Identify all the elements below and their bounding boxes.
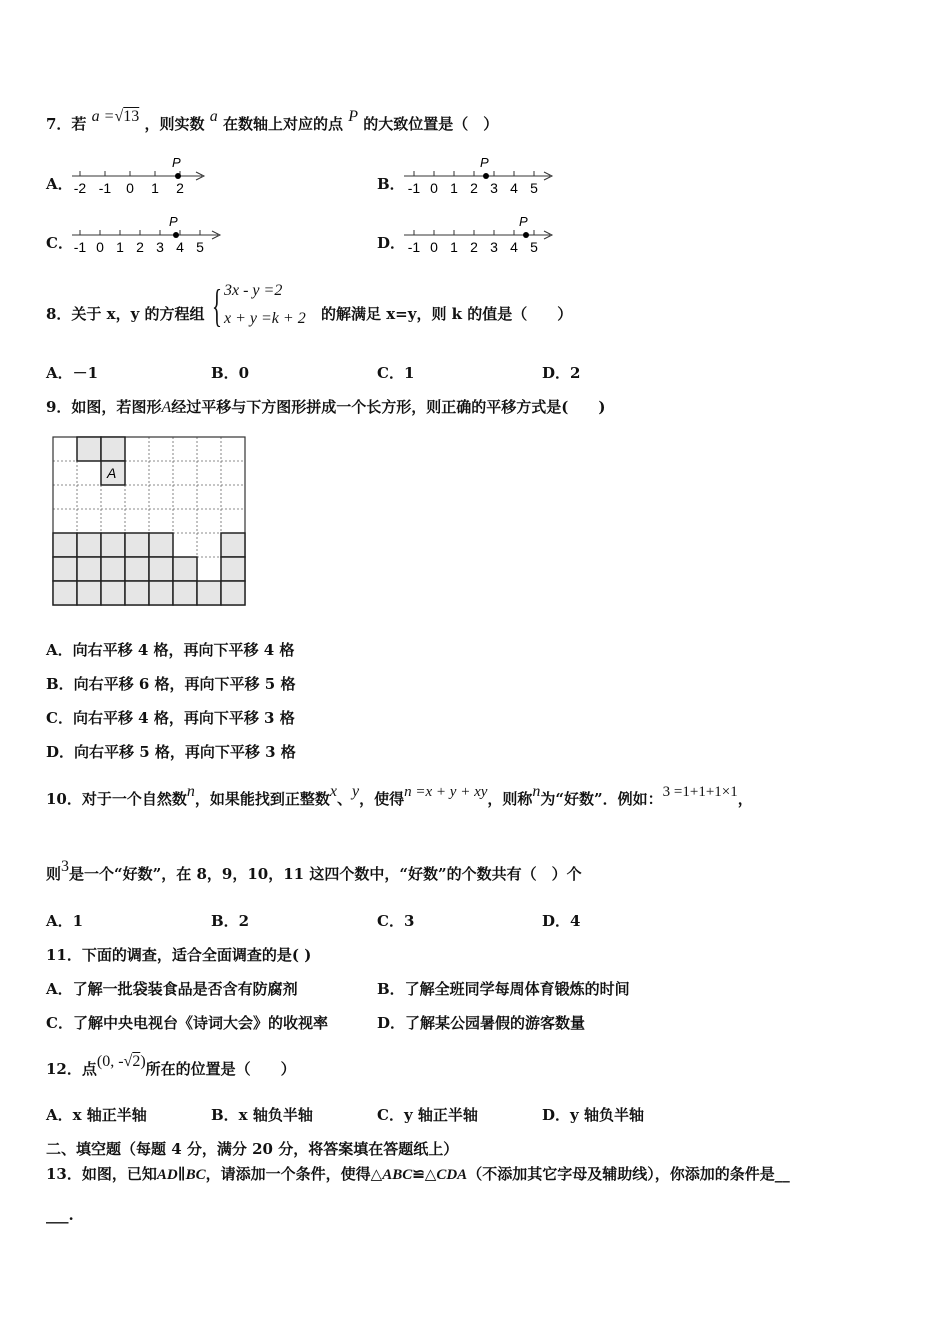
equation-brace-icon: { [212, 280, 222, 331]
point-p-marker [483, 173, 489, 179]
tick-label: 0 [430, 180, 438, 196]
q7-option-a-label: A． [46, 175, 73, 193]
q7-number-line-a [70, 154, 220, 200]
point-p-marker [175, 173, 181, 179]
point-p-marker [523, 232, 529, 238]
tick-label: 1 [151, 180, 159, 196]
tick-label: 5 [196, 239, 204, 255]
q12-option-b: B．x 轴负半轴 [211, 1106, 313, 1124]
q8-stem-end: 的解满足 x=y，则 k 的值是（ ） [321, 305, 573, 323]
q8-option-a: A．－1 [46, 364, 99, 382]
tick-label: -1 [407, 180, 421, 196]
point-p-marker [173, 232, 179, 238]
tick-label: 1 [450, 180, 458, 196]
tick-label: 3 [156, 239, 164, 255]
tick-label: 5 [530, 239, 538, 255]
tick-label: 3 [490, 180, 498, 196]
tick-label: 3 [490, 239, 498, 255]
q12-option-d: D．y 轴负半轴 [542, 1106, 644, 1124]
q10-stem-line2: 则3是一个“好数”，在 8，9，10，11 这四个数中，“好数”的个数共有（ ）个 [46, 858, 582, 883]
q8-option-b: B．0 [211, 364, 250, 382]
q7-option-c-label: C． [46, 234, 73, 252]
shape-a-label: A [107, 465, 117, 481]
tick-label: -1 [73, 239, 87, 255]
point-p-label: P [172, 155, 181, 170]
tick-label: 4 [510, 180, 518, 196]
tick-label: 2 [470, 180, 478, 196]
q9-option-c: C．向右平移 4 格，再向下平移 3 格 [46, 709, 295, 727]
q7-number-line-b [402, 154, 562, 200]
q11-option-c: C．了解中央电视台《诗词大会》的收视率 [46, 1014, 328, 1032]
q8-equation-2: x + y =k + 2 [224, 310, 306, 327]
point-p-label: P [519, 214, 528, 229]
q9-option-b: B．向右平移 6 格，再向下平移 5 格 [46, 675, 296, 693]
q9-option-d: D．向右平移 5 格，再向下平移 3 格 [46, 743, 296, 761]
q7-option-d-label: D． [377, 234, 406, 252]
q10-option-a: A．1 [46, 912, 84, 930]
tick-label: 4 [176, 239, 184, 255]
tick-label: -2 [73, 180, 87, 196]
q9-option-a: A．向右平移 4 格，再向下平移 4 格 [46, 641, 295, 659]
tick-label: 0 [96, 239, 104, 255]
tick-label: 0 [430, 239, 438, 255]
q9-grid-figure [50, 434, 250, 610]
q11-option-b: B．了解全班同学每周体育锻炼的时间 [377, 980, 630, 998]
point-p-label: P [169, 214, 178, 229]
tick-label: 1 [116, 239, 124, 255]
point-p-label: P [480, 155, 489, 170]
q11-option-d: D．了解某公园暑假的游客数量 [377, 1014, 586, 1032]
q11-option-a: A．了解一批袋装食品是否含有防腐剂 [46, 980, 298, 998]
q8-equation-1: 3x - y =2 [224, 282, 283, 299]
tick-label: -1 [407, 239, 421, 255]
q13-answer-blank: ___. [46, 1206, 74, 1224]
q8-option-c: C．1 [377, 364, 415, 382]
tick-label: 1 [450, 239, 458, 255]
q8-stem-start: 8．关于 x，y 的方程组 [46, 305, 205, 323]
q7-stem: 7．若 a =√13 ，则实数 a 在数轴上对应的点 P 的大致位置是（ ） [46, 108, 499, 133]
q12-stem: 12．点(0, -√2)所在的位置是（ ） [46, 1053, 296, 1078]
q7-option-b-label: B． [377, 175, 405, 193]
q10-option-c: C．3 [377, 912, 415, 930]
q11-stem: 11．下面的调查，适合全面调查的是( ) [46, 946, 312, 964]
q12-option-c: C．y 轴正半轴 [377, 1106, 478, 1124]
q10-stem-line1: 10．对于一个自然数n，如果能找到正整数x、y，使得n =x + y + xy，则称n为“好数”．例如：3 =1+1+1×1， [46, 783, 753, 808]
tick-label: 2 [176, 180, 184, 196]
q9-stem: 9．如图，若图形A经过平移与下方图形拼成一个长方形，则正确的平移方式是( ) [46, 398, 606, 416]
section-2-heading: 二、填空题（每题 4 分，满分 20 分，将答案填在答题纸上） [46, 1140, 459, 1158]
tick-label: 5 [530, 180, 538, 196]
q7-number-line-c [70, 213, 230, 259]
q12-option-a: A．x 轴正半轴 [46, 1106, 147, 1124]
q7-number-line-d [402, 213, 562, 259]
q10-option-d: D．4 [542, 912, 581, 930]
tick-label: -1 [98, 180, 112, 196]
tick-label: 4 [510, 239, 518, 255]
tick-label: 0 [126, 180, 134, 196]
tick-label: 2 [136, 239, 144, 255]
q10-option-b: B．2 [211, 912, 250, 930]
q13-stem: 13．如图，已知AD∥BC，请添加一个条件，使得△ABC≌△CDA（不添加其它字母及辅助线），你添加的条件是__ [46, 1165, 790, 1183]
q8-option-d: D．2 [542, 364, 581, 382]
tick-label: 2 [470, 239, 478, 255]
